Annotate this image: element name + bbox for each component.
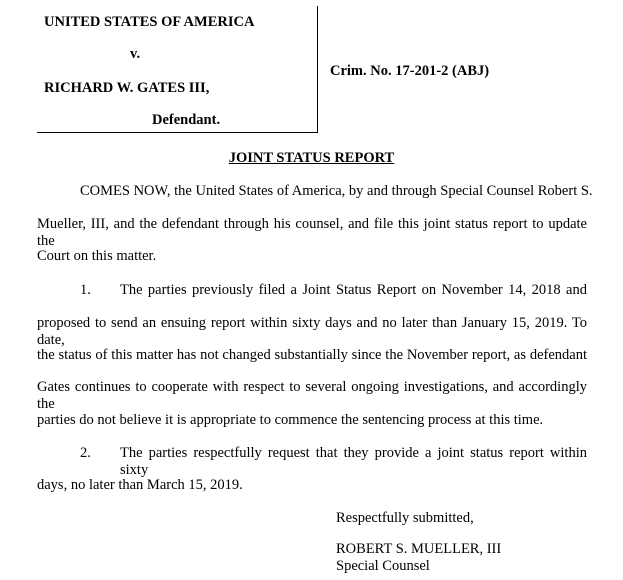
- intro-line-3: Court on this matter.: [37, 248, 157, 264]
- case-caption-box: [37, 6, 318, 133]
- plaintiff-name: UNITED STATES OF AMERICA: [44, 14, 255, 30]
- paragraph-2-line-2: days, no later than March 15, 2019.: [37, 477, 243, 493]
- case-number: Crim. No. 17-201-2 (ABJ): [330, 63, 490, 79]
- paragraph-1-number: 1.: [80, 282, 91, 298]
- paragraph-1-line-5: parties do not believe it is appropriate to commence the sentencing process at this time.: [37, 412, 544, 428]
- paragraph-2-number: 2.: [80, 445, 91, 461]
- intro-line-1: COMES NOW, the United States of America, by and through Special Counsel Robert S.: [80, 183, 593, 199]
- signature-closing: Respectfully submitted,: [336, 510, 474, 526]
- signature-title: Special Counsel: [336, 558, 430, 574]
- paragraph-1-line-3: the status of this matter has not changed substantially since the November report, as defendant: [37, 347, 587, 363]
- signature-name: ROBERT S. MUELLER, III: [336, 541, 502, 557]
- paragraph-1-line-1: The parties previously filed a Joint Status Report on November 14, 2018 and: [120, 282, 587, 298]
- paragraph-1-line-4: Gates continues to cooperate with respect to several ongoing investigations, and accordingly the: [37, 379, 587, 412]
- paragraph-1-line-2: proposed to send an ensuing report within sixty days and no later than January 15, 2019. To date,: [37, 315, 587, 348]
- document-title: JOINT STATUS REPORT: [228, 150, 395, 166]
- defendant-name: RICHARD W. GATES III,: [44, 80, 210, 96]
- versus-label: v.: [130, 46, 141, 62]
- intro-line-2: Mueller, III, and the defendant through his counsel, and file this joint status report to update the: [37, 216, 587, 249]
- paragraph-2-line-1: The parties respectfully request that they provide a joint status report within sixty: [120, 445, 587, 478]
- defendant-role: Defendant.: [152, 112, 221, 128]
